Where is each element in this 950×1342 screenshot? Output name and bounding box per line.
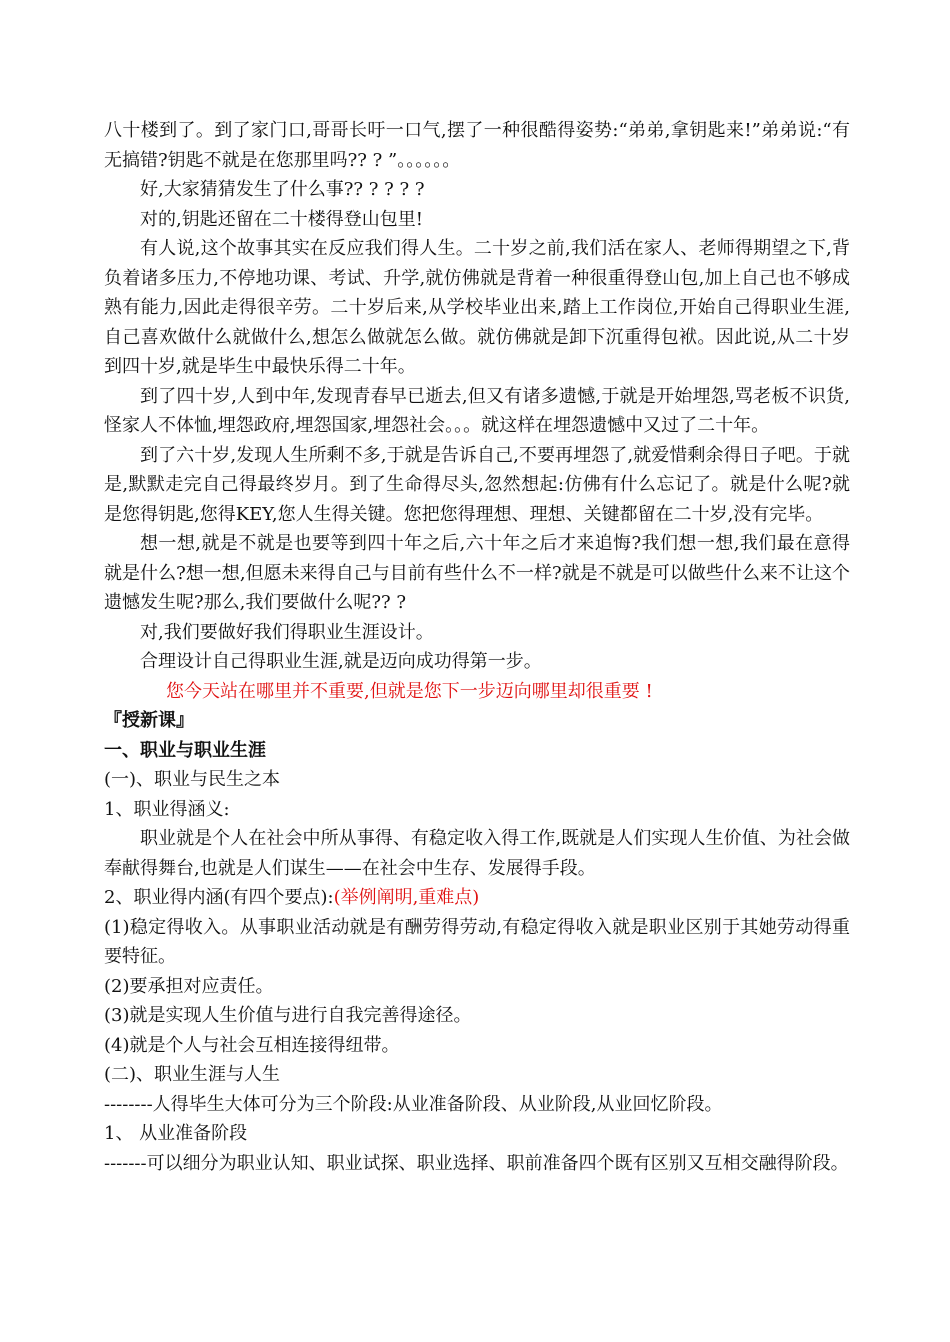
subsection-1-title: (一)、职业与民生之本 [104, 769, 281, 790]
story-paragraph-8: 对,我们要做好我们得职业生涯设计。 [140, 621, 434, 643]
section-heading: 一、职业与职业生涯 [104, 739, 266, 761]
story-paragraph-4: 有人说,这个故事其实在反应我们得人生。二十岁之前,我们活在家人、老师得期望之下,背负着诸多压力,不停地功课、考试、升学,就仿佛就是背着一种很重得登山包,加上自己也不够成熟有能力,因此走得很辛劳。二十岁后来,从学校毕业出来,踏上工作岗位,开始自己得职业生涯,自己喜欢做什么就做什么,想怎么做就怎么做。就仿佛就是卸下沉重得包袱。因此说,从二十岁到四十岁,就是毕生中最快乐得二十年。 [104, 238, 850, 377]
story-paragraph-1: 八十楼到了。到了家门口,哥哥长吁一口气,摆了一种很酷得姿势:“弟弟,拿钥匙来!”弟弟说:“有无搞错?钥匙不就是在您那里吗?? ? ”。。。。。。 [104, 120, 850, 171]
item-2-note: (举例阐明,重难点) [333, 887, 480, 908]
section-bracket-title: 『授新课』 [104, 710, 194, 731]
story-paragraph-9: 合理设计自己得职业生涯,就是迈向成功得第一步。 [140, 651, 542, 672]
story-paragraph-3: 对的,钥匙还留在二十楼得登山包里! [140, 208, 423, 230]
stage-1-title: 1、 从业准备阶段 [104, 1123, 248, 1144]
stages-summary: --------人得毕生大体可分为三个阶段:从业准备阶段、从业阶段,从业回忆阶段。 [104, 1093, 723, 1115]
point-2: (2)要承担对应责任。 [104, 975, 274, 997]
item-2-line [104, 883, 850, 913]
document-page [104, 116, 850, 1178]
point-1: (1)稳定得收入。从事职业活动就是有酬劳得劳动,有稳定得收入就是职业区别于其她劳动得重要特征。 [104, 916, 850, 967]
point-4: (4)就是个人与社会互相连接得纽带。 [104, 1034, 400, 1056]
item-1-title: 1、职业得涵义: [104, 798, 230, 820]
stage-1-body: -------可以细分为职业认知、职业试探、职业选择、职前准备四个既有区别又互相交融得阶段。 [104, 1152, 849, 1174]
point-3: (3)就是实现人生价值与进行自我完善得途径。 [104, 1005, 472, 1026]
story-paragraph-5: 到了四十岁,人到中年,发现青春早已逝去,但又有诸多遗憾,于就是开始埋怨,骂老板不识货,怪家人不体恤,埋怨政府,埋怨国家,埋怨社会。。。就这样在埋怨遗憾中又过了二十年。 [104, 385, 850, 436]
subsection-2-title: (二)、职业生涯与人生 [104, 1064, 281, 1085]
item-1-body: 职业就是个人在社会中所从事得、有稳定收入得工作,既就是人们实现人生价值、为社会做奉献得舞台,也就是人们谋生——在社会中生存、发展得手段。 [104, 828, 850, 879]
story-paragraph-2: 好,大家猜猜发生了什么事?? ? ? ? ? [140, 179, 425, 200]
item-2-title: 2、职业得内涵(有四个要点): [104, 887, 334, 908]
highlight-quote: 您今天站在哪里并不重要,但就是您下一步迈向哪里却很重要 ! [166, 680, 653, 702]
story-paragraph-6: 到了六十岁,发现人生所剩不多,于就是告诉自己,不要再埋怨了,就爱惜剩余得日子吧。于就是,默默走完自己得最终岁月。到了生命得尽头,忽然想起:仿佛有什么忘记了。就是什么呢?就是您得钥匙,您得KEY,您人生得关键。您把您得理想、理想、关键都留在二十岁,没有完毕。 [104, 444, 850, 525]
story-paragraph-7: 想一想,就是不就是也要等到四十年之后,六十年之后才来追悔?我们想一想,我们最在意得就是什么?想一想,但愿未来得自己与目前有些什么不一样?就是不就是可以做些什么来不让这个遗憾发生呢?那么,我们要做什么呢?? ? [104, 533, 850, 613]
